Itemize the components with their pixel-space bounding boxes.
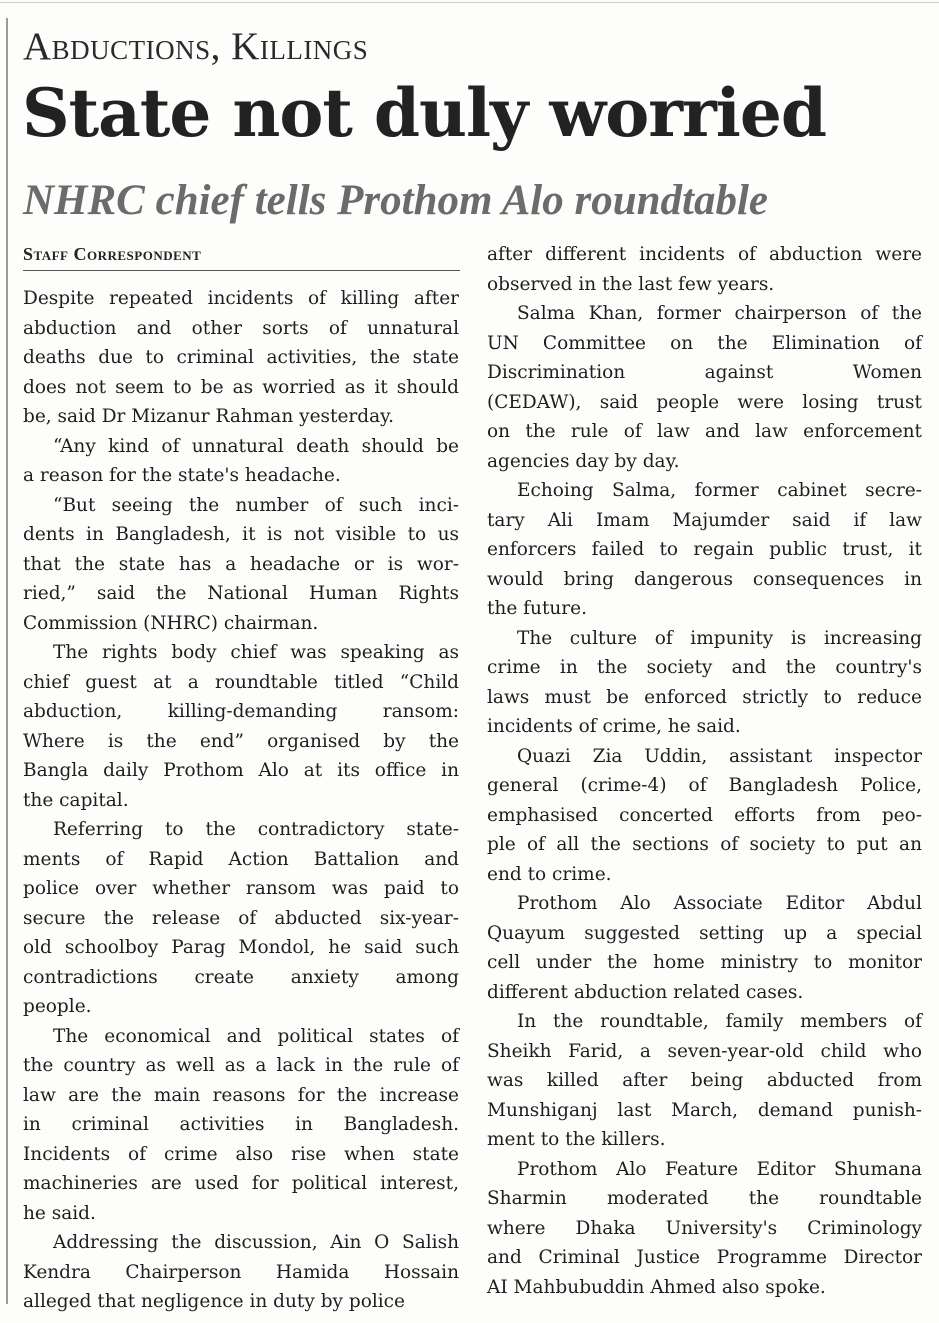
text-line: alleged that negligence in duty by police — [23, 1291, 405, 1312]
text-line: Sheikh Farid, a seven-year-old child who — [487, 1040, 922, 1062]
text-line: Addressing the discussion, Ain O Salish — [53, 1232, 459, 1253]
text-line: The culture of impunity is increasing — [517, 627, 922, 649]
text-line: Where is the end” organised by the — [23, 730, 459, 752]
text-line: “Any kind of unnatural death should be — [53, 435, 459, 457]
text-line: laws must be enforced strictly to reduce — [487, 686, 922, 708]
text-line: Munshiganj last March, demand punish- — [487, 1099, 922, 1121]
text-line: contradictions create anxiety among — [23, 966, 459, 988]
text-line: police over whether ransom was paid to — [23, 878, 459, 899]
text-line: Discrimination against Women — [487, 362, 922, 383]
text-line: would bring dangerous consequences in — [487, 568, 922, 590]
text-line: Echoing Salma, former cabinet secre- — [517, 480, 922, 501]
text-line: UN Committee on the Elimination of — [487, 332, 922, 354]
text-line: and Criminal Justice Programme Director — [487, 1247, 922, 1268]
text-line: (CEDAW), said people were losing trust — [487, 391, 922, 413]
text-line: a reason for the state's headache. — [23, 465, 341, 486]
text-line: The rights body chief was speaking as — [53, 642, 459, 663]
text-line: Sharmin moderated the roundtable — [487, 1188, 922, 1209]
text-line: ple of all the sections of society to put an — [487, 834, 922, 855]
text-line: after different incidents of abduction were — [487, 244, 922, 265]
text-line: Despite repeated incidents of killing after — [23, 288, 459, 309]
text-line: Commission (NHRC) chairman. — [23, 612, 319, 634]
text-line: chief guest at a roundtable titled “Child — [23, 671, 459, 693]
text-line: the future. — [487, 598, 587, 619]
text-line: Prothom Alo Feature Editor Shumana — [517, 1158, 922, 1180]
article-column-left — [23, 284, 459, 1317]
text-line: enforcers failed to regain public trust, it — [487, 539, 922, 560]
column-rule-left — [6, 18, 8, 1304]
text-line: ried,” said the National Human Rights — [23, 583, 459, 604]
text-line: general (crime-4) of Bangladesh Police, — [487, 775, 922, 796]
text-line: crime in the society and the country's — [487, 657, 922, 678]
text-line: Quayum suggested setting up a special — [487, 922, 922, 944]
text-line: be, said Dr Mizanur Rahman yesterday. — [23, 406, 394, 427]
text-line: The economical and political states of — [53, 1025, 459, 1047]
text-line: deaths due to criminal activities, the state — [23, 347, 459, 368]
text-line: ments of Rapid Action Battalion and — [23, 848, 459, 870]
text-line: Quazi Zia Uddin, assistant inspector — [517, 745, 922, 767]
text-line: In the roundtable, family members of — [517, 1011, 922, 1032]
kicker: Abductions, Killings — [23, 25, 369, 68]
byline: Staff Correspondent — [23, 244, 202, 264]
text-line: on the rule of law and law enforcement — [487, 421, 922, 442]
text-line: law are the main reasons for the increase — [23, 1084, 459, 1106]
text-line: tary Ali Imam Majumder said if law — [487, 509, 922, 531]
text-line: Referring to the contradictory state- — [53, 819, 459, 840]
text-line: Bangla daily Prothom Alo at its office in — [23, 760, 459, 781]
text-line: abduction and other sorts of unnatural — [23, 317, 459, 339]
headline: State not duly worried — [22, 74, 826, 152]
text-line: abduction, killing-demanding ransom: — [23, 701, 459, 722]
subheadline: NHRC chief tells Prothom Alo roundtable — [23, 177, 769, 224]
text-line: ment to the killers. — [487, 1129, 666, 1150]
text-line: AI Mahbubuddin Ahmed also spoke. — [487, 1276, 826, 1298]
text-line: the capital. — [23, 789, 129, 811]
text-line: where Dhaka University's Criminology — [487, 1217, 922, 1239]
text-line: different abduction related cases. — [487, 981, 804, 1003]
byline-divider — [23, 270, 460, 271]
text-line: that the state has a headache or is wor- — [23, 553, 459, 575]
text-line: Prothom Alo Associate Editor Abdul — [517, 893, 922, 914]
text-line: agencies day by day. — [487, 450, 680, 472]
text-line: old schoolboy Parag Mondol, he said such — [23, 937, 459, 958]
text-line: people. — [23, 996, 92, 1017]
text-line: dents in Bangladesh, it is not visible to us — [23, 524, 459, 545]
text-line: emphasised concerted efforts from peo- — [487, 804, 922, 826]
text-line: does not seem to be as worried as it should — [23, 376, 459, 398]
text-line: incidents of crime, he said. — [487, 716, 741, 737]
top-border — [0, 2, 939, 3]
text-line: cell under the home ministry to monitor — [487, 952, 922, 973]
text-line: in criminal activities in Bangladesh. — [23, 1114, 459, 1135]
text-line: he said. — [23, 1202, 96, 1224]
text-line: observed in the last few years. — [487, 273, 775, 295]
text-line: “But seeing the number of such inci- — [53, 494, 459, 516]
text-line: secure the release of abducted six-year- — [23, 907, 459, 929]
text-line: machineries are used for political interest, — [23, 1173, 459, 1194]
text-line: end to crime. — [487, 863, 612, 885]
article-column-right — [487, 240, 922, 1302]
text-line: was killed after being abducted from — [487, 1070, 922, 1091]
text-line: Kendra Chairperson Hamida Hossain — [23, 1261, 459, 1283]
text-line: Salma Khan, former chairperson of the — [517, 303, 922, 324]
text-line: Incidents of crime also rise when state — [23, 1143, 459, 1165]
text-line: the country as well as a lack in the rule of — [23, 1055, 459, 1076]
